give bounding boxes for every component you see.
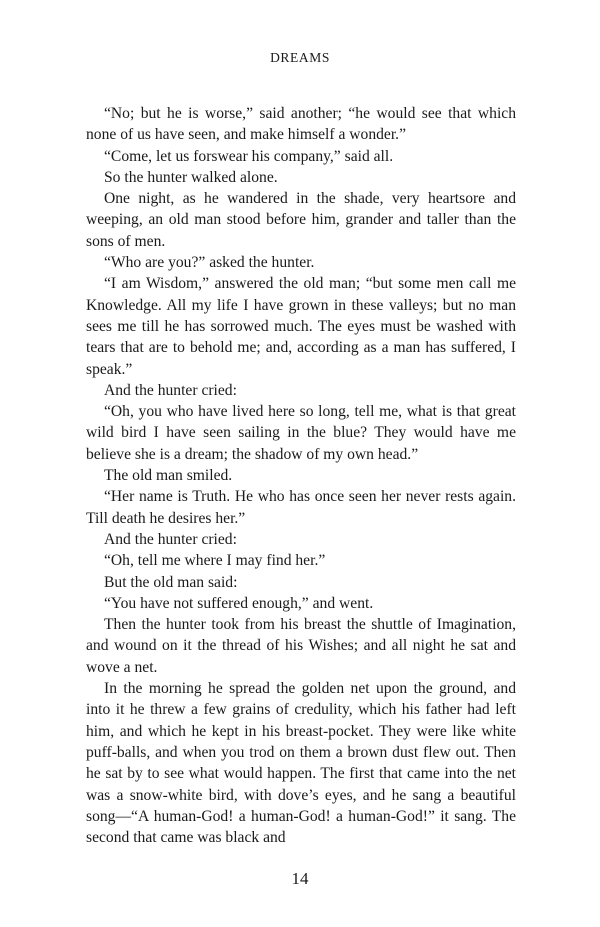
paragraph: “Oh, you who have lived here so long, tell me, what is that great wild bird I have seen sailing in the blue? They would have me believe she is a dream; the shadow of my own head.” xyxy=(86,403,516,463)
paragraph: But the old man said: xyxy=(104,573,238,591)
paragraph: “I am Wisdom,” answered the old man; “but some men call me Knowledge. All my life I have grown in these valleys; but no man sees me till he has sorrowed much. The eyes must be washed with tears that are to behold me; and, according as a man has suffered, I speak.” xyxy=(86,275,516,378)
paragraph: So the hunter walked alone. xyxy=(104,168,278,186)
paragraph: “Come, let us forswear his company,” said all. xyxy=(104,147,394,165)
paragraph: One night, as he wandered in the shade, very heartsore and weeping, an old man stood before him, grander and taller than the sons of men. xyxy=(86,190,516,250)
paragraph: “Oh, tell me where I may find her.” xyxy=(104,552,326,570)
paragraph: And the hunter cried: xyxy=(104,381,237,399)
paragraph: In the morning he spread the golden net upon the ground, and into it he threw a few grains of credulity, which his father had left him, and which he kept in his breast-pocket. They were like white puff-balls, and when you trod on them a brown dust flew out. Then he sat by to see what would happen. The first that came into the net was a snow-white bird, with dove’s eyes, and he sang a beautiful song—“A human-God! a human-God! a human-God!” it sang. The second that came was black and xyxy=(86,680,516,847)
paragraph: “No; but he is worse,” said another; “he would see that which none of us have seen, and make himself a wonder.” xyxy=(86,105,516,144)
paragraph: “You have not suffered enough,” and went. xyxy=(104,594,374,612)
paragraph: “Who are you?” asked the hunter. xyxy=(104,254,315,272)
page-number: 14 xyxy=(291,869,309,888)
paragraph: And the hunter cried: xyxy=(104,530,237,548)
paragraph: Then the hunter took from his breast the shuttle of Imagination, and wound on it the thread of his Wishes; and all night he sat and wove a net. xyxy=(86,616,516,676)
paragraph: “Her name is Truth. He who has once seen her never rests again. Till death he desires her.” xyxy=(86,488,516,527)
running-head: DREAMS xyxy=(270,50,330,65)
paragraph: The old man smiled. xyxy=(104,467,233,485)
body-text xyxy=(86,103,516,848)
